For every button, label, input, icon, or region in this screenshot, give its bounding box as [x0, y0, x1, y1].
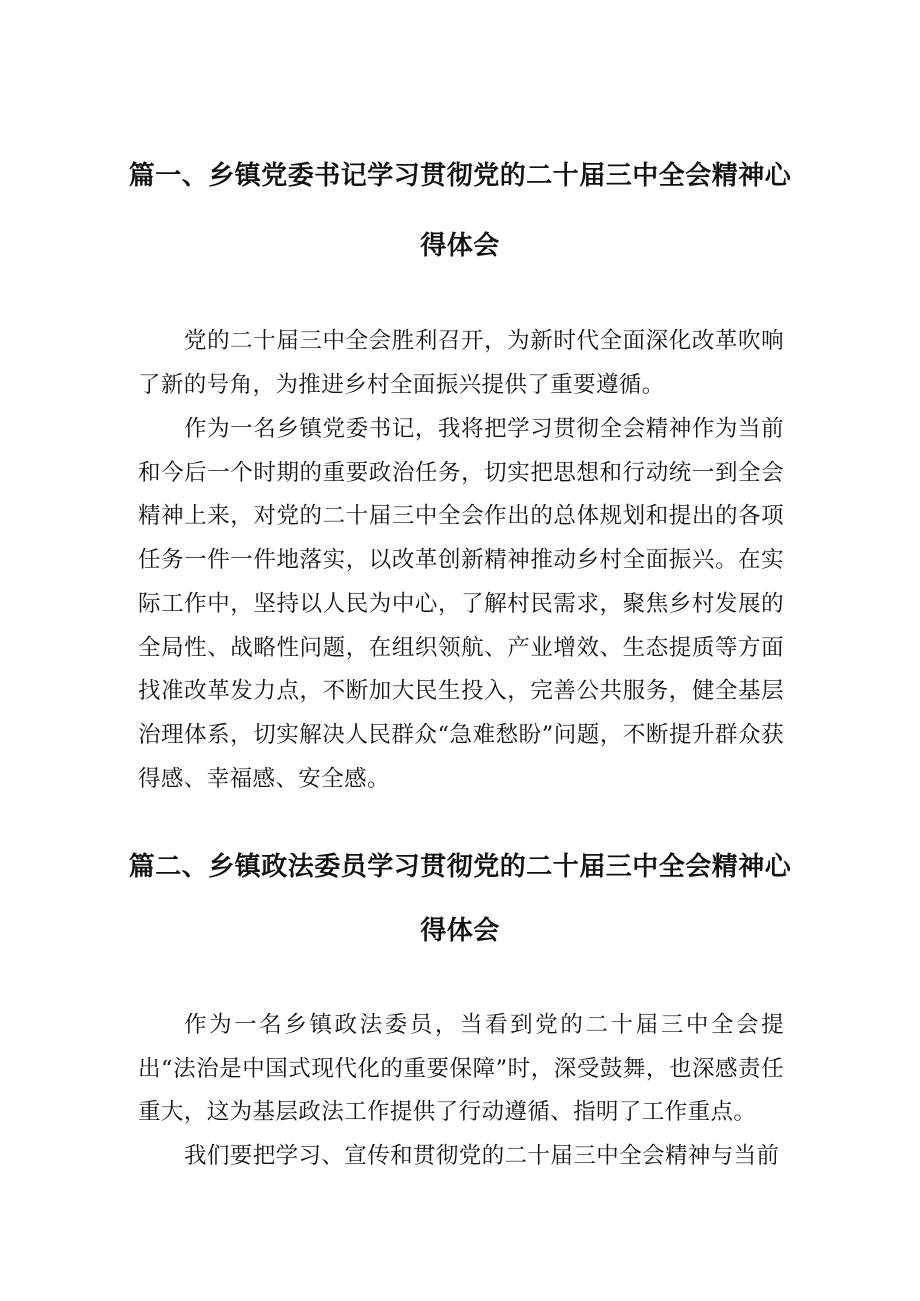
section-one-title-line2: 得体会 [420, 231, 500, 261]
section-two-title-line1: 篇二、乡镇政法委员学习贯彻党的二十届三中全会精神心 [128, 852, 792, 882]
section-one-title-line1: 篇一、乡镇党委书记学习贯彻党的二十届三中全会精神心 [128, 161, 792, 191]
section-one-paragraph-1: 党的二十届三中全会胜利召开，为新时代全面深化改革吹响了新的号角，为推进乡村全面振兴提供了重要遵循。 [138, 328, 784, 398]
section-two-paragraph-1: 作为一名乡镇政法委员，当看到党的二十届三中全会提出“法治是中国式现代化的重要保障”时，深受鼓舞，也深感责任重大，这为基层政法工作提供了行动遵循、指明了工作重点。 [138, 1012, 784, 1126]
section-two-paragraph-2: 我们要把学习、宣传和贯彻党的二十届三中全会精神与当前 [184, 1143, 780, 1169]
section-one-paragraph-2: 作为一名乡镇党委书记，我将把学习贯彻全会精神作为当前和今后一个时期的重要政治任务，切实把思想和行动统一到全会精神上来，对党的二十届三中全会作出的总体规划和提出的各项任务一件一件地落实，以改革创新精神推动乡村全面振兴。在实际工作中，坚持以人民为中心，了解村民需求，聚焦乡村发展的全局性、战略性问题，在组织领航、产业增效、生态提质等方面找准改革发力点，不断加大民生投入，完善公共服务，健全基层治理体系，切实解决人民群众“急难愁盼”问题，不断提升群众获得感、幸福感、安全感。 [138, 416, 784, 792]
section-two-title-line2: 得体会 [420, 916, 500, 946]
